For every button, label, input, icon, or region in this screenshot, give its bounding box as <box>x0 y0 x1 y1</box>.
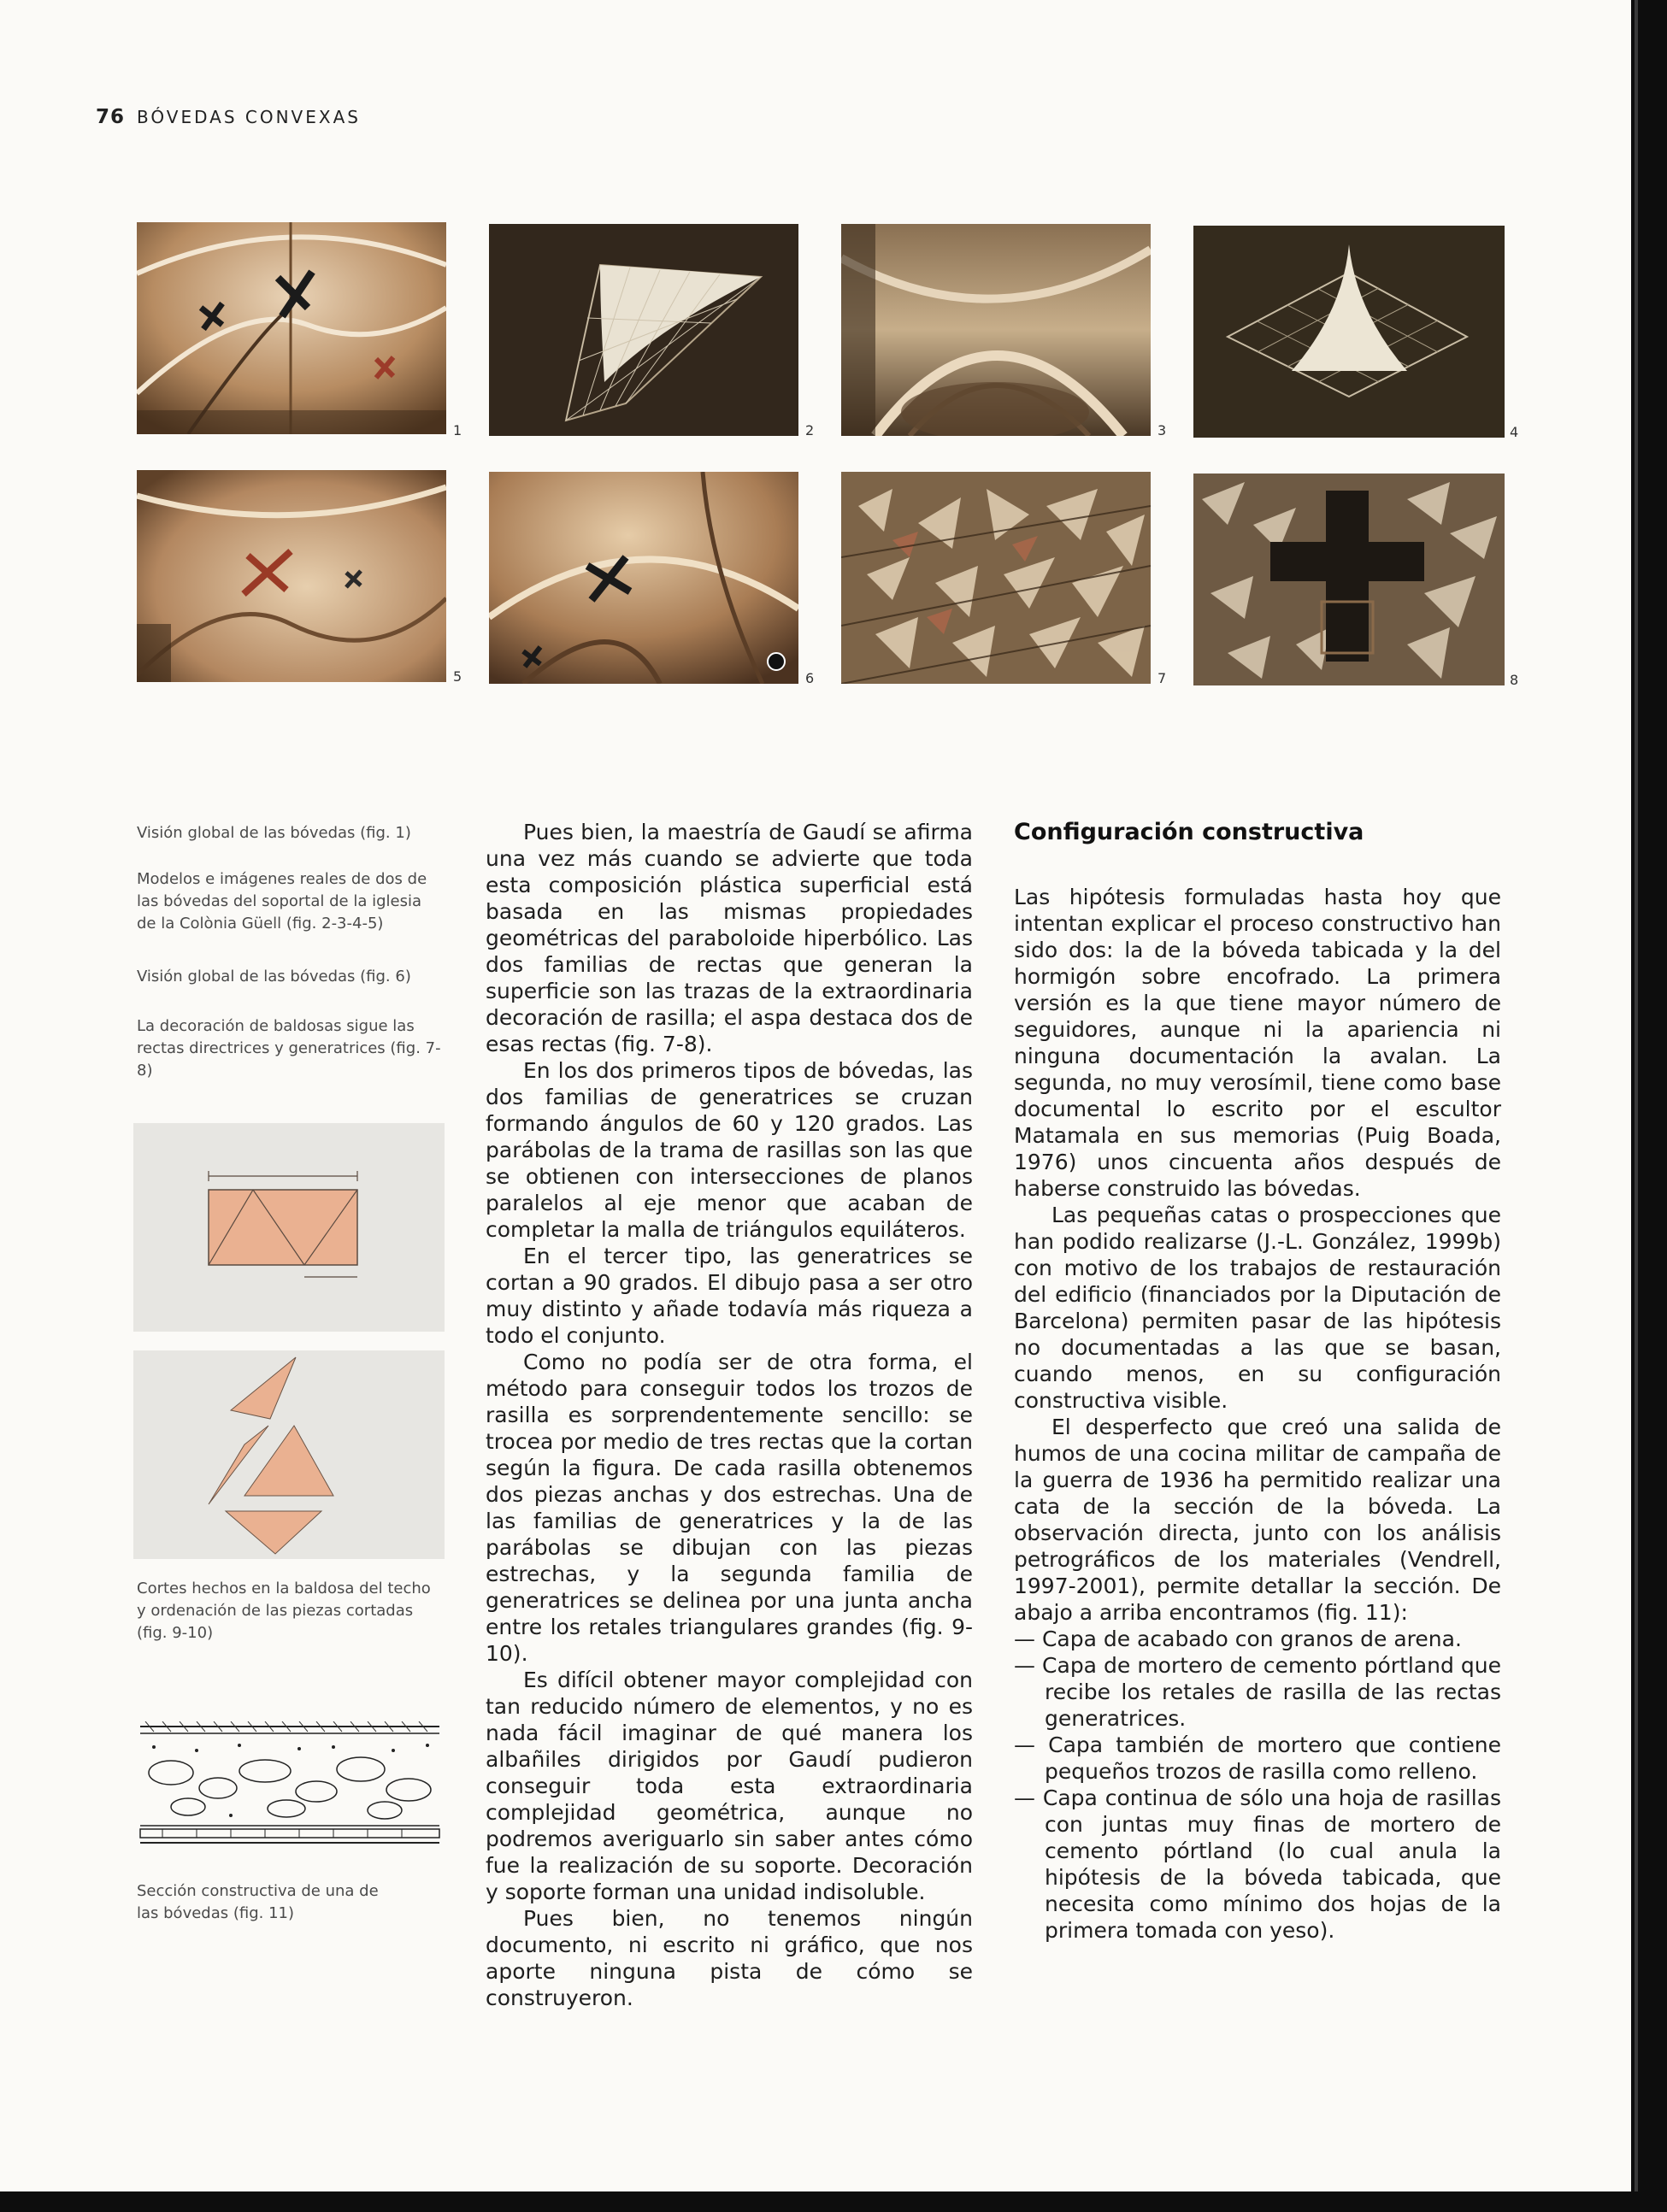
paragraph: Como no podía ser de otra forma, el método para conseguir todos los trozos de rasilla es sorprendentemente sencillo: se trocea por medio de tres rectas que la cortan según la figura. De cada rasilla obtenemos dos piezas anchas y dos estrechas. Una de las familias de generatrices y la de las parábolas se dibujan con las piezas estrechas, y la segunda familia de generatrices se delinea por una junta ancha entre los retales triangulares grandes (fig. 9-10). <box>486 1350 973 1666</box>
figure-number: 7 <box>1157 670 1167 686</box>
sketch-fig-10 <box>133 1350 445 1559</box>
paragraph: El desperfecto que creó una salida de humos de una cocina militar de campaña de la guerra de 1936 ha permitido realizar una cata de la sección de la bóveda. La observación directa, junto con los análisis petrográficos de los materiales (Vendrell, 1997-2001), permite detallar la sección. De abajo a arriba encontramos (fig. 11): <box>1014 1415 1501 1625</box>
photo-fig-1 <box>137 222 446 434</box>
page-number: 76 <box>96 106 126 128</box>
photo-fig-7 <box>841 472 1151 684</box>
sketch-fig-9 <box>133 1123 445 1332</box>
figure-number: 1 <box>453 422 462 438</box>
list-item: — Capa continua de sólo una hoja de rasillas con juntas muy finas de mortero de cemento pórtland (lo cual anula la hipótesis de la bóveda tabicada, que necesita como mínimo dos hojas de la primera tomada con yeso). <box>1014 1785 1501 1943</box>
scan-edge-line <box>1635 0 1638 2212</box>
figure-number: 5 <box>453 668 462 685</box>
photo-fig-4 <box>1193 226 1505 438</box>
photo-fig-8 <box>1193 474 1505 685</box>
caption-fig-2-5: Modelos e imágenes reales de dos de las bóvedas del soportal de la iglesia de la Colònia Güell (fig. 2-3-4-5) <box>137 870 427 932</box>
figure-number: 4 <box>1510 424 1519 440</box>
list-item: — Capa también de mortero que contiene pequeños trozos de rasilla como relleno. <box>1014 1733 1501 1784</box>
paragraph: Pues bien, la maestría de Gaudí se afirma una vez más cuando se advierte que toda esta composición plástica superficial está basada en las mismas propiedades geométricas del paraboloide hiperbólico. Las dos familias de rectas que generan la superficie son las trazas de la extraordinaria decoración de rasilla; el aspa destaca dos de esas rectas (fig. 7-8). <box>486 820 973 1056</box>
caption-fig-1: Visión global de las bóvedas (fig. 1) <box>137 824 411 842</box>
paragraph: Es difícil obtener mayor complejidad con tan reducido número de elementos, y no es nada fácil imaginar de qué manera los albañiles dirigidos por Gaudí pudieron conseguir toda esta extraordinaria complejidad geométrica, aunque no podremos averiguarlo sin saber antes cómo fue la realización de su soporte. Decoración y soporte forman una unidad indisoluble. <box>486 1668 973 1904</box>
paragraph: Las hipótesis formuladas hasta hoy que intentan explicar el proceso constructivo han sido dos: la de la bóveda tabicada y la del hormigón sobre encofrado. La primera versión es la que tiene mayor número de seguidores, aunque ni la apariencia ni ninguna documentación la avalan. La segunda, no muy verosímil, tiene como base documental lo escrito por el escultor Matamala en sus memorias (Puig Boada, 1976) unos cincuenta años después de haberse construido las bóvedas. <box>1014 885 1501 1201</box>
running-header <box>96 106 361 128</box>
figure-number: 8 <box>1510 672 1519 688</box>
caption-fig-7-8: La decoración de baldosas sigue las rectas directrices y generatrices (fig. 7-8) <box>137 1017 441 1080</box>
paragraph: En los dos primeros tipos de bóvedas, las dos familias de generatrices se cruzan formando ángulos de 60 y 120 grados. Las parábolas de la trama de rasillas son las que se obtienen con intersecciones de planos paralelos al eje menor que acaban de completar la malla de triángulos equiláteros. <box>486 1058 973 1242</box>
body-column-middle <box>486 819 973 2011</box>
layer-list <box>1014 1626 1501 1944</box>
paragraph: Pues bien, no tenemos ningún documento, ni escrito ni gráfico, que nos aporte ninguna pista de cómo se construyeron. <box>486 1906 973 2010</box>
paragraph: Las pequeñas catas o prospecciones que han podido realizarse (J.-L. González, 1999b) con motivo de los trabajos de restauración del edificio (financiados por la Diputación de Barcelona) permiten pasar de las hipótesis no documentadas a las que se basan, cuando menos, en su configuración constructiva visible. <box>1014 1203 1501 1413</box>
figure-number: 3 <box>1157 422 1167 438</box>
caption-fig-9-10: Cortes hechos en la baldosa del techo y ordenación de las piezas cortadas (fig. 9-10) <box>137 1580 431 1642</box>
list-item: — Capa de mortero de cemento pórtland que recibe los retales de rasilla de las rectas generatrices. <box>1014 1653 1501 1731</box>
photo-fig-6 <box>489 472 798 684</box>
figure-number: 6 <box>805 670 815 686</box>
photo-fig-5 <box>137 470 446 682</box>
caption-fig-6: Visión global de las bóvedas (fig. 6) <box>137 968 411 985</box>
photo-fig-3 <box>841 224 1151 436</box>
figure-number: 2 <box>805 422 815 438</box>
section-drawing-fig-11 <box>137 1721 443 1853</box>
scan-bottom-edge <box>0 2191 1667 2212</box>
body-column-right <box>1014 884 1501 1944</box>
section-title-header: BÓVEDAS CONVEXAS <box>137 107 361 127</box>
section-heading: Configuración constructiva <box>1014 819 1364 845</box>
list-item: — Capa de acabado con granos de arena. <box>1014 1627 1462 1651</box>
paragraph: En el tercer tipo, las generatrices se cortan a 90 grados. El dibujo pasa a ser otro muy distinto y añade todavía más riqueza a todo el conjunto. <box>486 1244 973 1348</box>
caption-fig-11: Sección constructiva de una de las bóvedas (fig. 11) <box>137 1882 379 1922</box>
photo-fig-2 <box>489 224 798 436</box>
